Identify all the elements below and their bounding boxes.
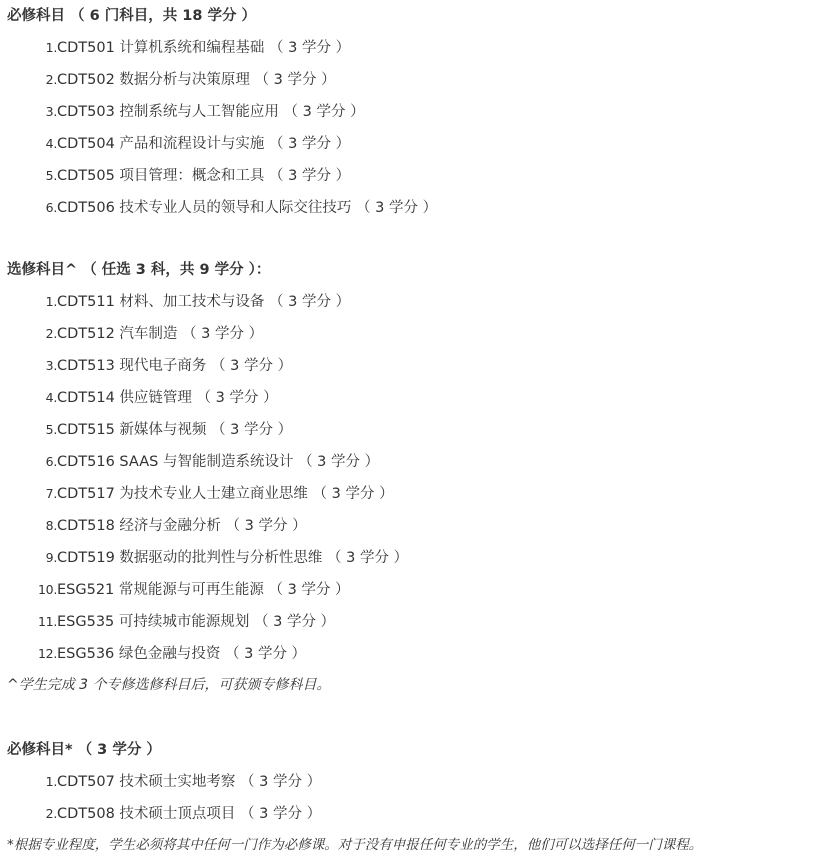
item-number: 2. <box>45 326 57 341</box>
elective-courses-heading: 选修科目^ （ 任选 3 科，共 9 学分 ）： <box>7 262 271 278</box>
item-number: 10. <box>38 582 57 597</box>
course-name: CDT501 计算机系统和编程基础 （ 3 学分 ） <box>57 40 351 56</box>
elective-footnote: ^学生完成 3 个专修选修科目后，可获颁专修科目。 <box>7 677 331 693</box>
item-number: 2. <box>45 72 57 87</box>
list-item <box>0 510 408 542</box>
course-name: CDT517 为技术专业人士建立商业思维 （ 3 学分 ） <box>57 486 394 502</box>
required-courses-list <box>0 766 321 830</box>
course-name: CDT505 项目管理：概念和工具 （ 3 学分 ） <box>57 168 351 184</box>
list-item <box>0 414 408 446</box>
item-number: 6. <box>45 200 57 215</box>
course-name: CDT508 技术硕士顶点项目 （ 3 学分 ） <box>57 806 322 822</box>
item-number: 3. <box>45 358 57 373</box>
item-number: 4. <box>45 136 57 151</box>
item-number: 6. <box>45 454 57 469</box>
list-item <box>0 64 437 96</box>
course-name: CDT506 技术专业人员的领导和人际交往技巧 （ 3 学分 ） <box>57 200 438 216</box>
required-footnote: *根据专业程度，学生必须将其中任何一门作为必修课。对于没有申报任何专业的学生，他们可以选择任何一门课程。 <box>7 837 703 853</box>
course-name: CDT507 技术硕士实地考察 （ 3 学分 ） <box>57 774 322 790</box>
course-name: ESG521 常规能源与可再生能源 （ 3 学分 ） <box>57 582 350 598</box>
list-item <box>0 160 437 192</box>
course-name: CDT503 控制系统与人工智能应用 （ 3 学分 ） <box>57 104 365 120</box>
item-number: 11. <box>38 614 57 629</box>
item-number: 2. <box>45 806 57 821</box>
list-item <box>0 766 321 798</box>
item-number: 5. <box>45 168 57 183</box>
list-item <box>0 318 408 350</box>
course-name: CDT511 材料、加工技术与设备 （ 3 学分 ） <box>57 294 351 310</box>
list-item <box>0 32 437 64</box>
item-number: 4. <box>45 390 57 405</box>
course-name: CDT513 现代电子商务 （ 3 学分 ） <box>57 358 293 374</box>
item-number: 3. <box>45 104 57 119</box>
list-item <box>0 192 437 224</box>
course-name: ESG536 绿色金融与投资 （ 3 学分 ） <box>57 646 307 662</box>
item-number: 12. <box>38 646 57 661</box>
list-item <box>0 286 408 318</box>
list-item <box>0 478 408 510</box>
list-item <box>0 350 408 382</box>
core-courses-heading: 必修科目 （ 6 门科目，共 18 学分 ） <box>7 8 257 24</box>
list-item <box>0 638 408 670</box>
elective-courses-list <box>0 286 408 670</box>
item-number: 1. <box>45 774 57 789</box>
list-item <box>0 574 408 606</box>
item-number: 7. <box>45 486 57 501</box>
required-courses-heading: 必修科目* （ 3 学分 ） <box>7 742 161 758</box>
list-item <box>0 128 437 160</box>
course-name: CDT516 SAAS 与智能制造系统设计 （ 3 学分 ） <box>57 454 380 470</box>
course-name: CDT515 新媒体与视频 （ 3 学分 ） <box>57 422 293 438</box>
core-courses-list <box>0 32 437 224</box>
list-item <box>0 382 408 414</box>
course-name: ESG535 可持续城市能源规划 （ 3 学分 ） <box>57 614 336 630</box>
item-number: 5. <box>45 422 57 437</box>
item-number: 1. <box>45 40 57 55</box>
item-number: 9. <box>45 550 57 565</box>
course-name: CDT519 数据驱动的批判性与分析性思维 （ 3 学分 ） <box>57 550 409 566</box>
item-number: 8. <box>45 518 57 533</box>
list-item <box>0 606 408 638</box>
course-name: CDT502 数据分析与决策原理 （ 3 学分 ） <box>57 72 336 88</box>
course-name: CDT512 汽车制造 （ 3 学分 ） <box>57 326 264 342</box>
course-name: CDT514 供应链管理 （ 3 学分 ） <box>57 390 278 406</box>
list-item <box>0 96 437 128</box>
list-item <box>0 446 408 478</box>
course-name: CDT518 经济与金融分析 （ 3 学分 ） <box>57 518 307 534</box>
item-number: 1. <box>45 294 57 309</box>
course-name: CDT504 产品和流程设计与实施 （ 3 学分 ） <box>57 136 351 152</box>
list-item <box>0 542 408 574</box>
list-item <box>0 798 321 830</box>
